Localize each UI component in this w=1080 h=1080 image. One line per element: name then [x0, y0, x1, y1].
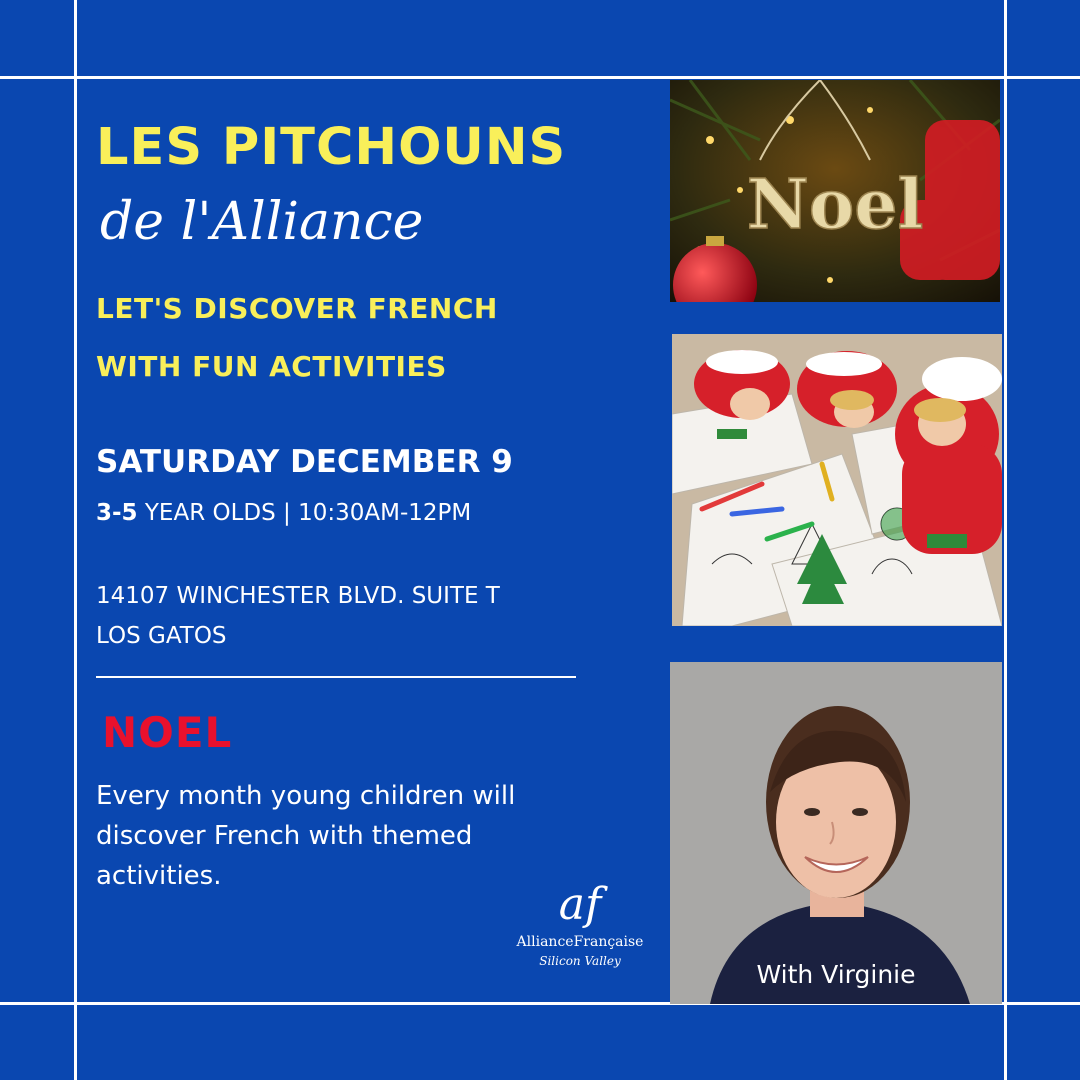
event-date: SATURDAY DECEMBER 9: [96, 444, 513, 480]
teacher-caption: With Virginie: [756, 960, 916, 989]
theme-heading: NOEL: [102, 708, 233, 757]
address-line-1: 14107 WINCHESTER BLVD. SUITE T: [96, 583, 500, 609]
age-range: 3-5: [96, 500, 138, 526]
event-age-time: [96, 500, 471, 526]
children-coloring-photo: [672, 334, 1002, 626]
alliance-francaise-logo: [500, 880, 660, 968]
description: Every month young children will discover French with themed activities.: [96, 781, 516, 891]
frame-line-right: [1004, 0, 1007, 1080]
ornament-word: Noel: [746, 165, 924, 245]
address-line-2: LOS GATOS: [96, 623, 227, 649]
page-title: LES PITCHOUNS: [96, 118, 567, 177]
teacher-portrait-photo: [670, 662, 1002, 1004]
subtitle-line-1: LET'S DISCOVER FRENCH: [96, 292, 498, 325]
logo-region: Silicon Valley: [539, 954, 621, 968]
frame-line-left: [74, 0, 77, 1080]
frame-line-top: [0, 76, 1080, 79]
noel-ornament-photo: [670, 80, 1000, 302]
event-address: [96, 576, 500, 656]
title-script: de l'Alliance: [100, 192, 424, 252]
subtitle: [96, 280, 498, 396]
subtitle-line-2: WITH FUN ACTIVITIES: [96, 350, 447, 383]
divider: [96, 676, 576, 678]
logo-mark: af: [558, 879, 602, 930]
age-time-text: YEAR OLDS | 10:30AM-12PM: [137, 500, 472, 526]
logo-name: AllianceFrançaise: [516, 934, 644, 950]
